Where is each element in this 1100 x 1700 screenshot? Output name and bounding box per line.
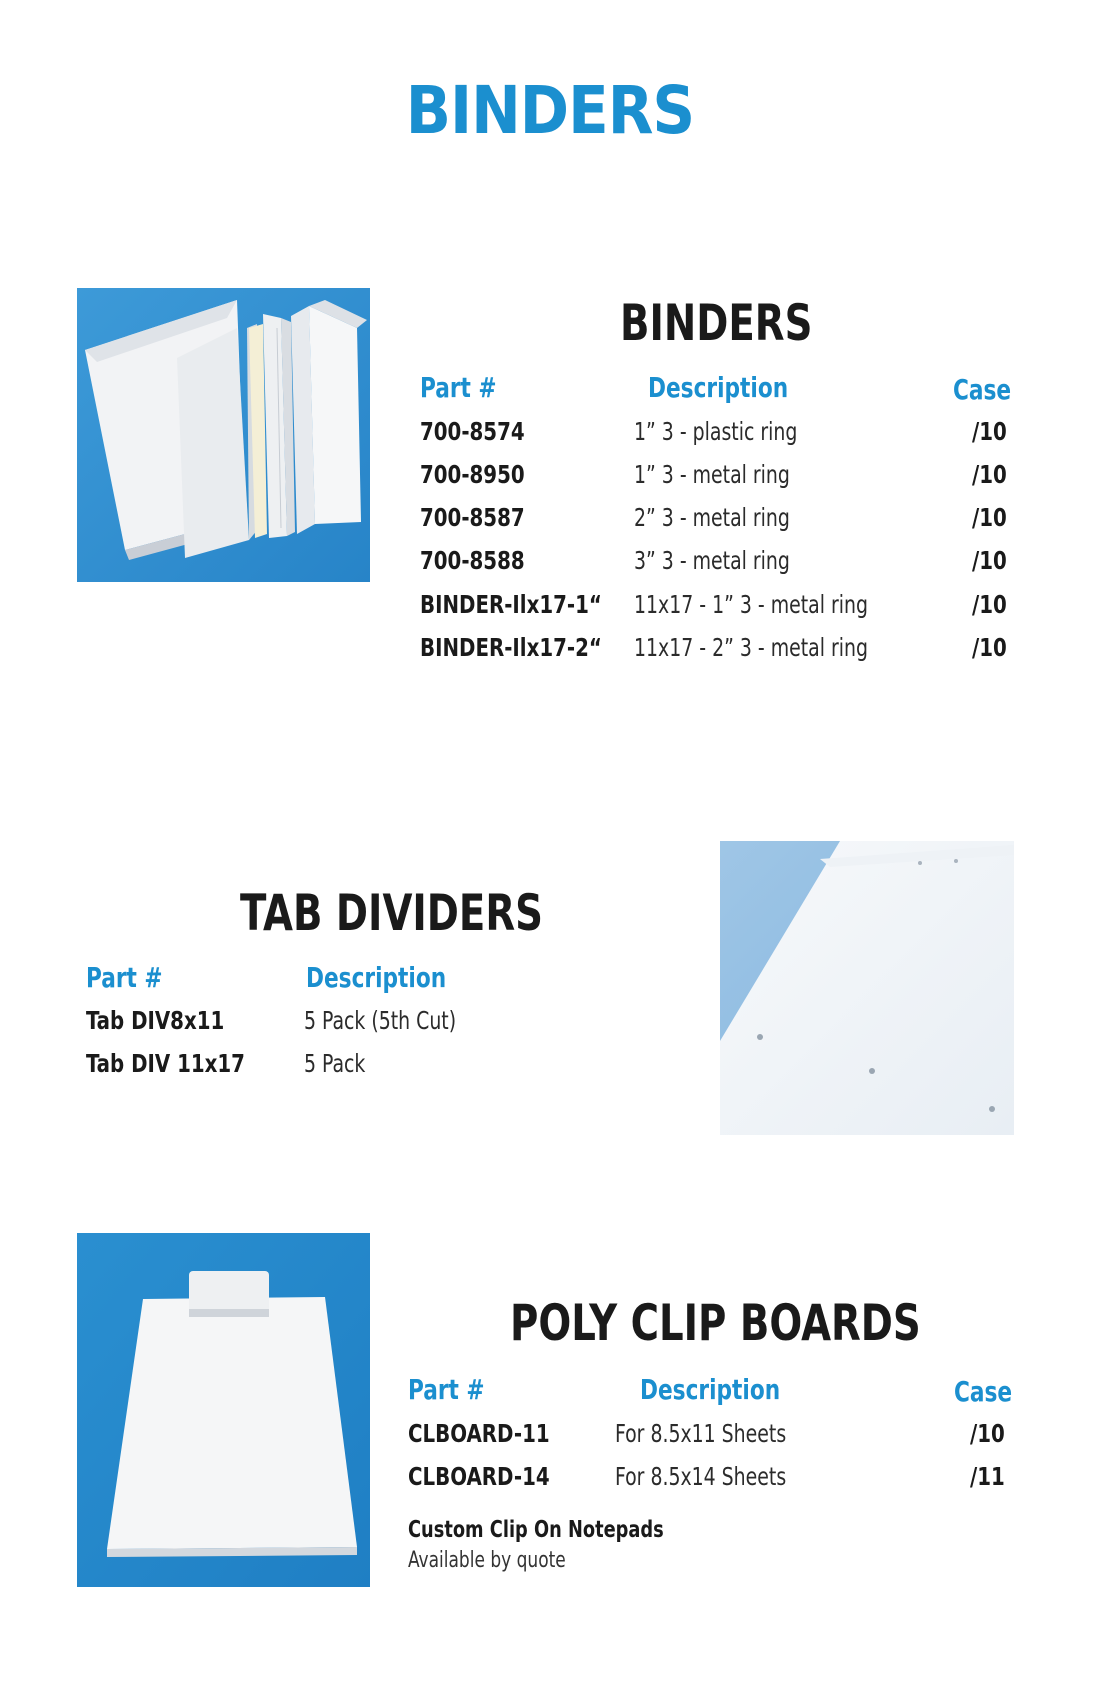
description: 5 Pack [304,1049,366,1078]
tab-dividers-photo [720,841,1014,1135]
part-number: CLBOARD-14 [408,1462,550,1491]
binders-photo [77,288,370,582]
case-qty: /10 [972,546,1007,575]
binders-header-part: Part # [420,371,497,404]
description: 2” 3 - metal ring [634,503,790,532]
case-qty: /10 [972,417,1007,446]
case-qty: /10 [970,1419,1005,1448]
binders-header-description: Description [648,371,789,404]
case-qty: /11 [970,1462,1005,1491]
description: 11x17 - 1” 3 - metal ring [634,590,868,619]
part-number: 700-8950 [420,460,525,489]
custom-notepads-availability: Available by quote [408,1548,566,1573]
clip-boards-header-case: Case [954,1375,1013,1408]
case-qty: /10 [972,503,1007,532]
part-number: 700-8574 [420,417,525,446]
part-number: BINDER-Ilx17-1“ [420,590,602,619]
part-number: Tab DIV8x11 [86,1006,225,1035]
description: 1” 3 - metal ring [634,460,790,489]
custom-notepads-note: Custom Clip On Notepads [408,1517,664,1543]
clip-boards-photo [77,1233,370,1587]
description: For 8.5x14 Sheets [615,1462,787,1491]
page-title: BINDERS [405,72,695,149]
tab-dividers-header-description: Description [306,961,447,994]
description: 11x17 - 2” 3 - metal ring [634,633,868,662]
clip-boards-header-part: Part # [408,1373,485,1406]
part-number: CLBOARD-11 [408,1419,550,1448]
clip-boards-title: POLY CLIP BOARDS [510,1294,921,1352]
binders-title: BINDERS [620,294,813,352]
case-qty: /10 [972,590,1007,619]
part-number: BINDER-Ilx17-2“ [420,633,602,662]
description: 1” 3 - plastic ring [634,417,798,446]
tab-dividers-title: TAB DIVIDERS [240,884,543,942]
description: For 8.5x11 Sheets [615,1419,787,1448]
description: 5 Pack (5th Cut) [304,1006,457,1035]
part-number: Tab DIV 11x17 [86,1049,245,1078]
clip-boards-header-description: Description [640,1373,781,1406]
case-qty: /10 [972,633,1007,662]
description: 3” 3 - metal ring [634,546,790,575]
tab-dividers-header-part: Part # [86,961,163,994]
part-number: 700-8588 [420,546,525,575]
part-number: 700-8587 [420,503,525,532]
case-qty: /10 [972,460,1007,489]
binders-header-case: Case [953,373,1012,406]
